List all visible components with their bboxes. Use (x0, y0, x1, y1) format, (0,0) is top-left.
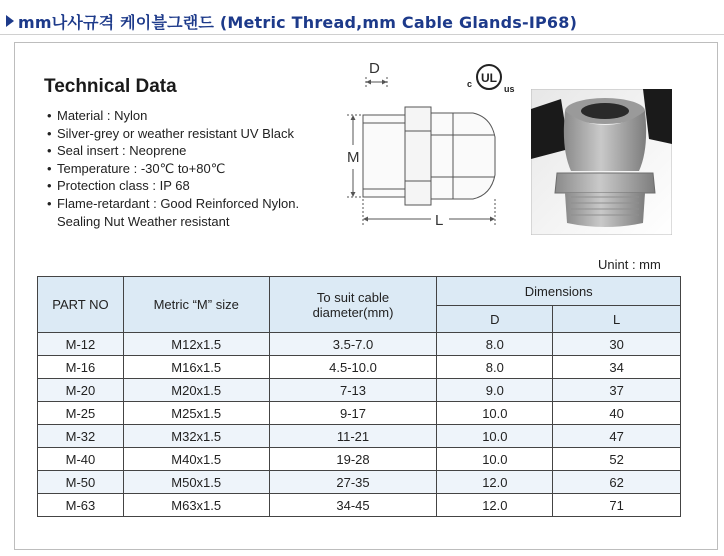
cell-l: 62 (553, 471, 681, 494)
cell-metric-size: M12x1.5 (123, 333, 269, 356)
cell-metric-size: M20x1.5 (123, 379, 269, 402)
header-d: D (437, 306, 553, 333)
svg-text:c: c (467, 79, 473, 89)
table-row (38, 494, 681, 517)
cell-d: 12.0 (437, 494, 553, 517)
cell-cable-diameter: 3.5-7.0 (269, 333, 437, 356)
tech-item-flame: • Flame-retardant : Good Reinforced Nylon. (47, 195, 299, 213)
cell-metric-size: M25x1.5 (123, 402, 269, 425)
cell-l: 47 (553, 425, 681, 448)
cell-part-no: M-50 (38, 471, 124, 494)
cell-part-no: M-32 (38, 425, 124, 448)
cell-d: 9.0 (437, 379, 553, 402)
cell-cable-diameter: 27-35 (269, 471, 437, 494)
triangle-bullet-icon (6, 15, 14, 27)
cable-gland-photo (531, 89, 672, 235)
cell-part-no: M-40 (38, 448, 124, 471)
cell-cable-diameter: 34-45 (269, 494, 437, 517)
unit-label: Unint : mm (598, 257, 661, 272)
cell-l: 52 (553, 448, 681, 471)
cell-metric-size: M63x1.5 (123, 494, 269, 517)
cell-part-no: M-63 (38, 494, 124, 517)
header-cable-diameter: To suit cable diameter(mm) (269, 277, 437, 333)
drawing-label-l: L (435, 212, 444, 229)
tech-item-material: • Material : Nylon (47, 107, 299, 125)
tech-item-color: • Silver-grey or weather resistant UV Black (47, 125, 299, 143)
drawing-label-d: D (369, 60, 380, 77)
tech-item-protection: • Protection class : IP 68 (47, 177, 299, 195)
cell-l: 40 (553, 402, 681, 425)
table-row (38, 356, 681, 379)
cell-l: 37 (553, 379, 681, 402)
cell-l: 34 (553, 356, 681, 379)
cell-d: 10.0 (437, 402, 553, 425)
cell-part-no: M-12 (38, 333, 124, 356)
tech-item-temperature: • Temperature : -30℃ to+80℃ (47, 160, 299, 178)
cell-l: 71 (553, 494, 681, 517)
cell-metric-size: M40x1.5 (123, 448, 269, 471)
cell-cable-diameter: 7-13 (269, 379, 437, 402)
table-row (38, 425, 681, 448)
technical-data-heading: Technical Data (44, 76, 177, 97)
spec-panel (14, 42, 718, 550)
cell-cable-diameter: 11-21 (269, 425, 437, 448)
technical-data-list (47, 107, 299, 230)
cell-l: 30 (553, 333, 681, 356)
cell-cable-diameter: 4.5-10.0 (269, 356, 437, 379)
table-row (38, 333, 681, 356)
cell-metric-size: M16x1.5 (123, 356, 269, 379)
title-bar (6, 8, 718, 34)
cul-us-certification-logo (461, 59, 525, 97)
page-title: mm나사규격 케이블그랜드 (Metric Thread,mm Cable Glands-IP68) (18, 12, 578, 32)
cell-part-no: M-20 (38, 379, 124, 402)
table-row (38, 471, 681, 494)
cell-metric-size: M50x1.5 (123, 471, 269, 494)
cell-metric-size: M32x1.5 (123, 425, 269, 448)
tech-item-seal: • Seal insert : Neoprene (47, 142, 299, 160)
cell-cable-diameter: 19-28 (269, 448, 437, 471)
cell-part-no: M-25 (38, 402, 124, 425)
cell-cable-diameter: 9-17 (269, 402, 437, 425)
table-row (38, 379, 681, 402)
cell-d: 8.0 (437, 356, 553, 379)
svg-text:us: us (504, 84, 515, 94)
tech-item-continuation: Sealing Nut Weather resistant (57, 213, 230, 229)
header-dimensions: Dimensions (437, 277, 681, 306)
cell-d: 8.0 (437, 333, 553, 356)
header-metric-size: Metric “M” size (123, 277, 269, 333)
svg-text:UL: UL (481, 71, 497, 85)
drawing-label-m: M (347, 149, 360, 166)
header-part-no: PART NO (38, 277, 124, 333)
table-row (38, 448, 681, 471)
cell-d: 12.0 (437, 471, 553, 494)
cell-d: 10.0 (437, 425, 553, 448)
title-divider (0, 34, 724, 35)
table-row (38, 402, 681, 425)
cell-part-no: M-16 (38, 356, 124, 379)
header-l: L (553, 306, 681, 333)
cell-d: 10.0 (437, 448, 553, 471)
spec-table (37, 276, 681, 517)
